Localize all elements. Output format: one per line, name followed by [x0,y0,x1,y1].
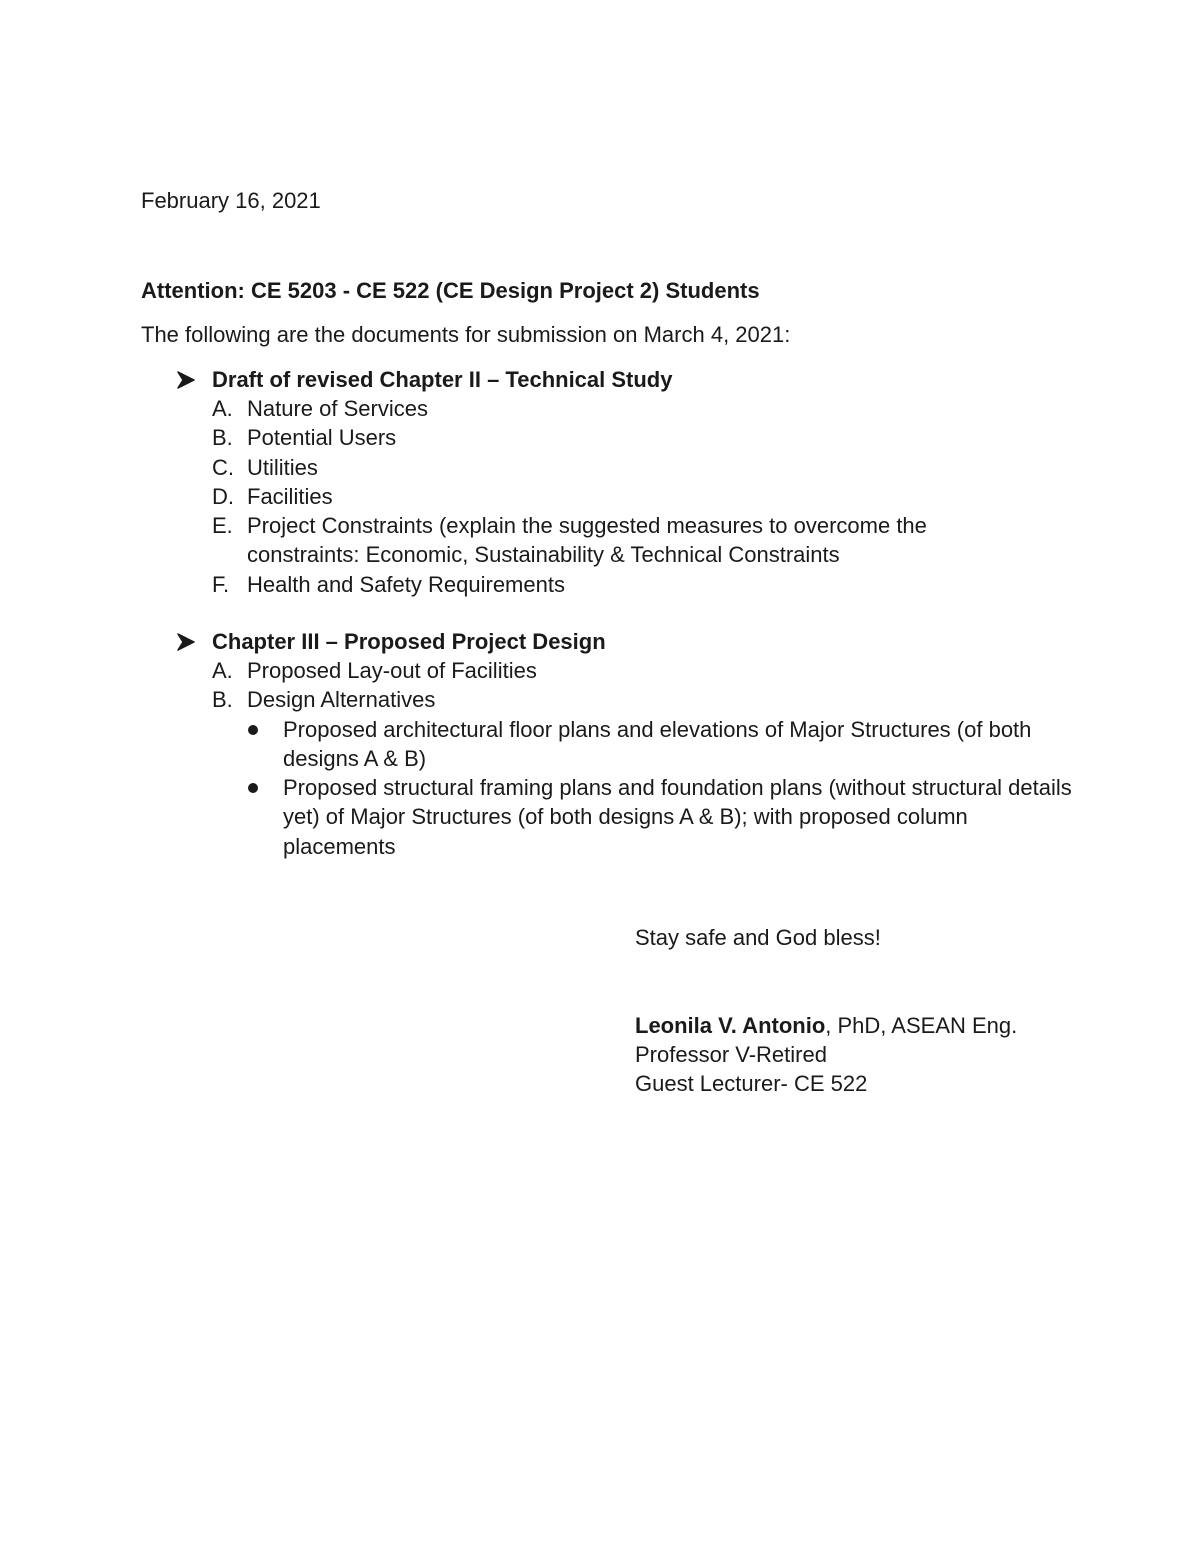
section-title-text: Draft of revised Chapter II – Technical Study [212,367,673,392]
section-title-text: Chapter III – Proposed Project Design [212,629,606,654]
list-item-letter: F. [212,571,230,597]
list-item-text: Project Constraints (explain the suggested measures to overcome the constraints: Economic, Sustainability & Technical Constraints [247,513,927,568]
signature-name-line [635,1011,1017,1040]
list-item [176,453,1076,482]
signature-role: Guest Lecturer- CE 522 [635,1071,868,1096]
list-item-letter: B. [212,687,233,713]
list-item [176,423,1076,452]
list-item-letter: C. [212,454,234,480]
list-item [176,394,1076,423]
list-item-text: Facilities [247,483,333,509]
intro-paragraph: The following are the documents for submission on March 4, 2021: [141,322,791,347]
list-item-text: Design Alternatives [247,687,436,713]
list-item-letter: D. [212,483,234,509]
arrow-bullet-icon [176,632,196,652]
list-item [176,685,1076,714]
signature-credentials: , PhD, ASEAN Eng. [825,1013,1018,1038]
list-item-letter: A. [212,396,233,421]
bullet-item [176,715,1083,774]
list-item-letter: B. [212,425,233,451]
bullet-dot-icon [248,725,258,735]
section-title [176,627,1076,656]
bullet-dot-icon [248,783,258,793]
list-item [176,570,1076,599]
list-item [176,511,947,570]
list-item-text: Utilities [247,454,318,480]
closing-line: Stay safe and God bless! [635,925,881,950]
signature-name: Leonila V. Antonio [635,1013,826,1038]
section-chapter-ii [176,365,1076,599]
section-title [176,365,1076,394]
list-item-text: Potential Users [247,425,397,451]
list-item-text: Health and Safety Requirements [247,571,565,597]
bullet-item-text: Proposed structural framing plans and foundation plans (without structural details yet) of Major Structures (of both designs A & B); with proposed column placements [283,775,1072,859]
letter-date: February 16, 2021 [141,188,321,213]
arrow-bullet-icon [176,370,196,390]
list-item-text: Proposed Lay-out of Facilities [247,658,537,683]
list-item-letter: A. [212,658,233,683]
signature-title: Professor V-Retired [635,1042,827,1067]
section-chapter-iii [176,627,1076,861]
bullet-item [176,773,1083,861]
list-item [176,656,1076,685]
bullet-item-text: Proposed architectural floor plans and elevations of Major Structures (of both designs A & B) [283,716,1032,771]
list-item [176,482,1076,511]
list-item-text: Nature of Services [247,396,428,421]
attention-line: Attention: CE 5203 - CE 522 (CE Design Project 2) Students [141,278,760,303]
list-item-letter: E. [212,513,233,539]
